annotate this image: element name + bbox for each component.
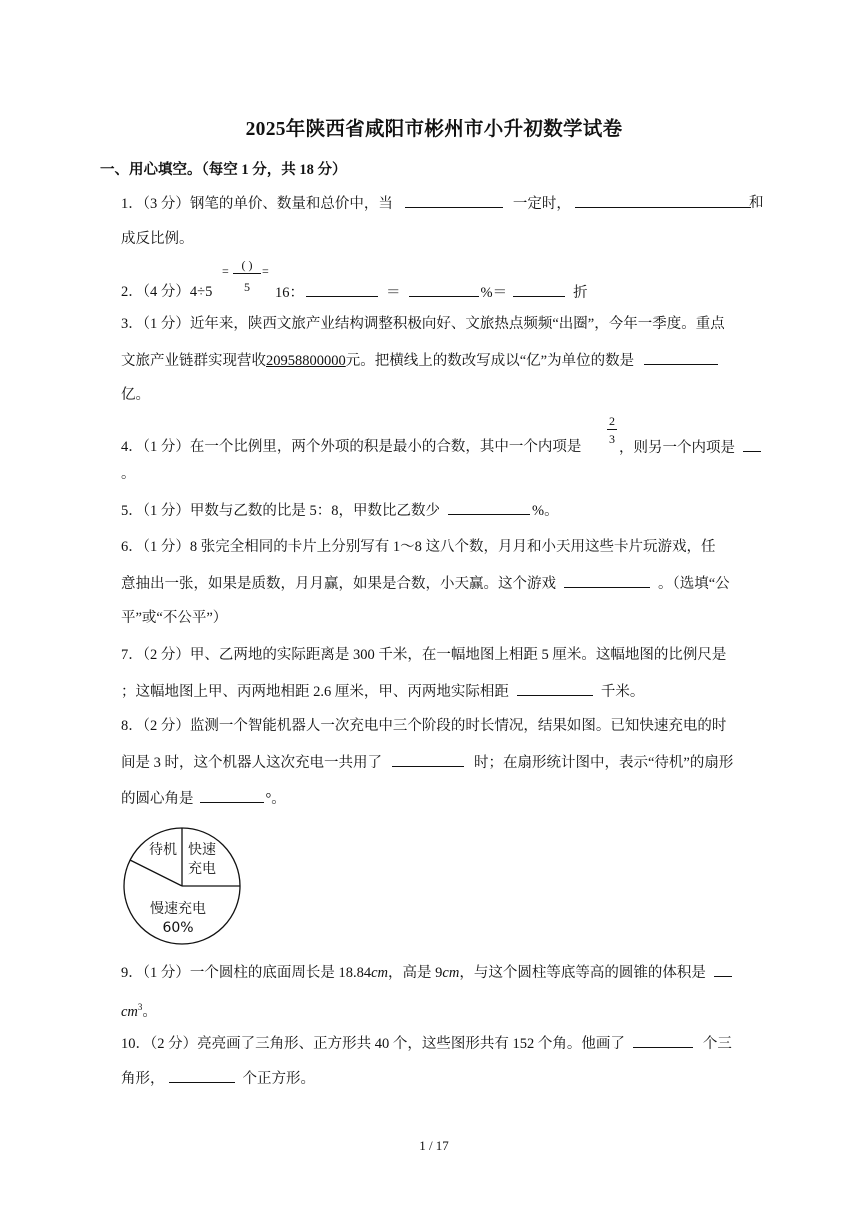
q1-text-c: 和 (749, 195, 764, 211)
q9-superscript: 3 (137, 1002, 143, 1012)
q2-blank-2[interactable] (409, 282, 479, 297)
q9-text-b: ，高是 9 (388, 965, 443, 981)
q6-text-a: 6．（1 分）8 张完全相同的卡片上分别写有 1～8 这八个数，月月和小天用这些卡片玩游戏，任 (121, 539, 716, 555)
page-number: 1 / 17 (419, 1138, 449, 1153)
q8-blank-2[interactable] (200, 788, 264, 803)
q1-blank-2[interactable] (575, 193, 751, 208)
section-heading: 一、用心填空。（每空 1 分，共 18 分） (100, 162, 347, 178)
q1-text-b: 一定时， (512, 196, 571, 212)
q9-text-c: ，与这个圆柱等底等高的圆锥的体积是 (459, 965, 706, 981)
q10-text-d: 个正方形。 (242, 1071, 315, 1087)
q3-blank[interactable] (644, 350, 718, 365)
q5-text-a: 5．（1 分）甲数与乙数的比是 5：8，甲数比乙数少 (121, 503, 440, 519)
q3-text-a: 3．（1 分）近年来，陕西文旅产业结构调整积极向好、文旅热点频频“出圈”，今年一季度。重点 (121, 316, 725, 332)
pie-label-1-0: 快速 (188, 842, 216, 858)
q4-fraction-denominator: 3 (609, 432, 615, 446)
q4-fraction-numerator: 2 (609, 414, 615, 428)
q6-text-b: 意抽出一张，如果是质数，月月赢，如果是合数，小天赢。这个游戏 (121, 576, 556, 592)
question-6-line-2 (121, 573, 730, 594)
q3-text-c: 元。把横线上的数改写成以“亿”为单位的数是 (345, 353, 635, 369)
q9-blank[interactable] (714, 962, 732, 977)
q2-blank-1[interactable] (306, 282, 378, 297)
q9-unit-2: cm (442, 965, 460, 981)
q5-blank[interactable] (448, 500, 530, 515)
question-8-line-2 (121, 752, 733, 773)
q4-text-a: 4．（1 分）在一个比例里，两个外项的积是最小的合数，其中一个内项是 (121, 439, 582, 455)
q2-text-d: %＝ (480, 285, 508, 301)
page-title: 2025年陕西省咸阳市彬州市小升初数学试卷 (245, 119, 623, 140)
q2-blank-3[interactable] (513, 282, 565, 297)
pie-label-2-0: 慢速充电 (150, 901, 206, 917)
question-10-line-2 (121, 1068, 315, 1089)
q10-text-b: 个三 (702, 1036, 732, 1052)
question-9-line-1 (121, 962, 732, 983)
question-4-rest (619, 437, 761, 458)
q7-text-b: ；这幅地图上甲、丙两地相距 2.6 厘米，甲、丙两地实际相距 (121, 684, 509, 700)
question-7-line-2 (121, 681, 644, 702)
question-10-line-1 (121, 1033, 732, 1054)
q5-text-b: %。 (532, 503, 559, 519)
q6-text-c: 。（选填“公 (658, 576, 730, 592)
question-8-line-3 (121, 788, 286, 809)
q2-text-b: 16： (275, 285, 304, 301)
q8-text-c: 时；在扇形统计图中，表示“待机”的扇形 (474, 755, 734, 771)
pie-label-1-1: 充电 (188, 861, 216, 877)
q2-fraction-numerator[interactable]: ( ) (233, 258, 261, 274)
question-5-line (121, 500, 559, 521)
q9-unit-1: cm (371, 965, 389, 981)
pie-chart (120, 824, 244, 948)
q9-unit-3: cm (121, 1003, 138, 1020)
q4-text-c: 。 (121, 466, 136, 482)
q8-text-b: 间是 3 时，这个机器人这次充电一共用了 (121, 755, 382, 771)
q8-text-d: 的圆心角是 (121, 791, 194, 807)
question-2-line (121, 282, 212, 302)
question-2-line-rest (275, 282, 588, 303)
q3-text-b: 文旅产业链群实现营收 (121, 353, 266, 369)
q2-text-a: 2．（4 分）4÷5 (121, 284, 213, 300)
q10-blank-1[interactable] (633, 1033, 693, 1048)
q10-text-c: 角形， (121, 1071, 165, 1087)
q4-text-b: ，则另一个内项是 (619, 440, 735, 456)
q2-text-c: ＝ (386, 285, 401, 301)
pie-label-2-1: 60% (162, 920, 194, 936)
q2-fraction-denominator: 5 (244, 280, 250, 294)
q6-text-d: 平”或“不公平”） (121, 610, 228, 626)
q7-blank[interactable] (517, 681, 593, 696)
q1-blank-1[interactable] (405, 193, 503, 208)
q8-text-a: 8．（2 分）监测一个智能机器人一次充电中三个阶段的时长情况，结果如图。已知快速充电的时 (121, 718, 727, 734)
question-1-line-1 (121, 193, 751, 214)
q4-blank[interactable] (743, 437, 761, 452)
q8-text-e: °。 (265, 791, 286, 807)
question-9-line-2 (121, 997, 157, 1022)
q10-text-a: 10．（2 分）亮亮画了三角形、正方形共 40 个，这些图形共有 152 个角。他画了 (121, 1036, 625, 1052)
pie-label-0-0: 待机 (149, 842, 177, 858)
q9-text-a: 9．（1 分）一个圆柱的底面周长是 18.84 (121, 965, 372, 981)
question-3-line-2 (121, 350, 718, 371)
q7-text-c: 千米。 (600, 684, 645, 700)
q3-text-d: 亿。 (121, 387, 150, 403)
q2-eq2: = (262, 264, 269, 278)
q9-text-e: 。 (142, 1003, 157, 1020)
q8-blank-1[interactable] (392, 752, 464, 767)
q3-underlined-number: 20958800000 (266, 353, 346, 369)
q10-blank-2[interactable] (169, 1068, 235, 1083)
q1-text-d: 成反比例。 (121, 231, 194, 247)
q2-text-e: 折 (573, 285, 588, 301)
q7-text-a: 7．（2 分）甲、乙两地的实际距离是 300 千米，在一幅地图上相距 5 厘米。这幅地图的比例尺是 (121, 647, 727, 663)
q6-blank[interactable] (564, 573, 650, 588)
q1-text-a: 1．（3 分）钢笔的单价、数量和总价中，当 (121, 196, 393, 212)
q2-eq1: = (222, 264, 229, 278)
